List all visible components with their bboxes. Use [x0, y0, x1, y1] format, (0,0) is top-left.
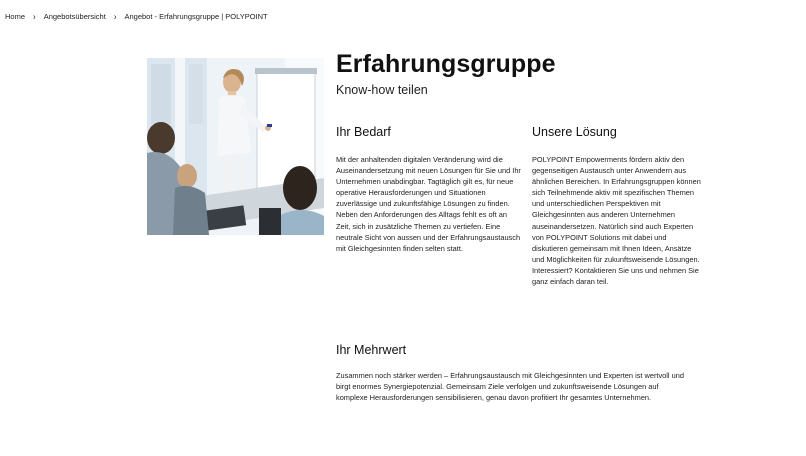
page-title: Erfahrungsgruppe	[336, 50, 556, 78]
page-subtitle: Know-how teilen	[336, 83, 428, 97]
section-text-unsere-loesung: POLYPOINT Empowerments fördern aktiv den gegenseitigen Austausch unter Anwendern aus ähnlichen Bereichen. In Erfahrungsgruppen können sich Teilnehmende aktiv mit spezifischen Themen und unterschiedlichen Perspektiven mit Gleichgesinnten aus anderen Unternehmen auseinandersetzen. Natürlich sind auch Experten von POLYPOINT Solutions mit dabei und diskutieren gemeinsam mit Ihnen Ideen, Ansätze und Möglichkeiten für zukunftsweisende Lösungen. Interessiert? Kontaktieren Sie uns und nehmen Sie ganz einfach daran teil.	[532, 155, 701, 287]
chevron-right-icon: ›	[113, 11, 117, 22]
section-text-ihr-mehrwert: Zusammen noch stärker werden – Erfahrungsaustausch mit Gleichgesinnten und Experten ist wertvoll und birgt enormes Synergiepotenzial. Gemeinsam Ziele verfolgen und zukunftsweisende Lösungen auf komplexe Herausforderungen sensibilisieren, genau davon profitiert Ihr gesamtes Unternehmen.	[336, 371, 684, 403]
section-heading-ihr-mehrwert: Ihr Mehrwert	[336, 343, 407, 357]
section-heading-unsere-loesung: Unsere Lösung	[532, 125, 617, 139]
breadcrumb-home-link[interactable]: Home	[5, 12, 26, 21]
section-heading-ihr-bedarf: Ihr Bedarf	[336, 125, 391, 139]
breadcrumb	[5, 12, 268, 21]
section-text-ihr-bedarf: Mit der anhaltenden digitalen Veränderung wird die Auseinandersetzung mit neuen Lösungen für Sie und Ihr Unternehmen unabdingbar. Tagtäglich gilt es, für neue operative Herausforderungen und Situationen zuverlässige und zukunftsfähige Lösungen zu finden. Neben den Anforderungen des Alltags fehlt es oft an Zeit, sich in zusätzliche Themen zu vertiefen. Eine neutrale Sicht von aussen und der Erfahrungsaustausch mit Gleichgesinnten finden selten statt.	[336, 155, 521, 253]
breadcrumb-angebotsuebersicht-link[interactable]: Angebotsübersicht	[43, 12, 106, 21]
chevron-right-icon: ›	[33, 11, 36, 22]
breadcrumb-current-page[interactable]: Angebot - Erfahrungsgruppe | POLYPOINT	[124, 12, 268, 21]
hero-image	[147, 58, 324, 235]
